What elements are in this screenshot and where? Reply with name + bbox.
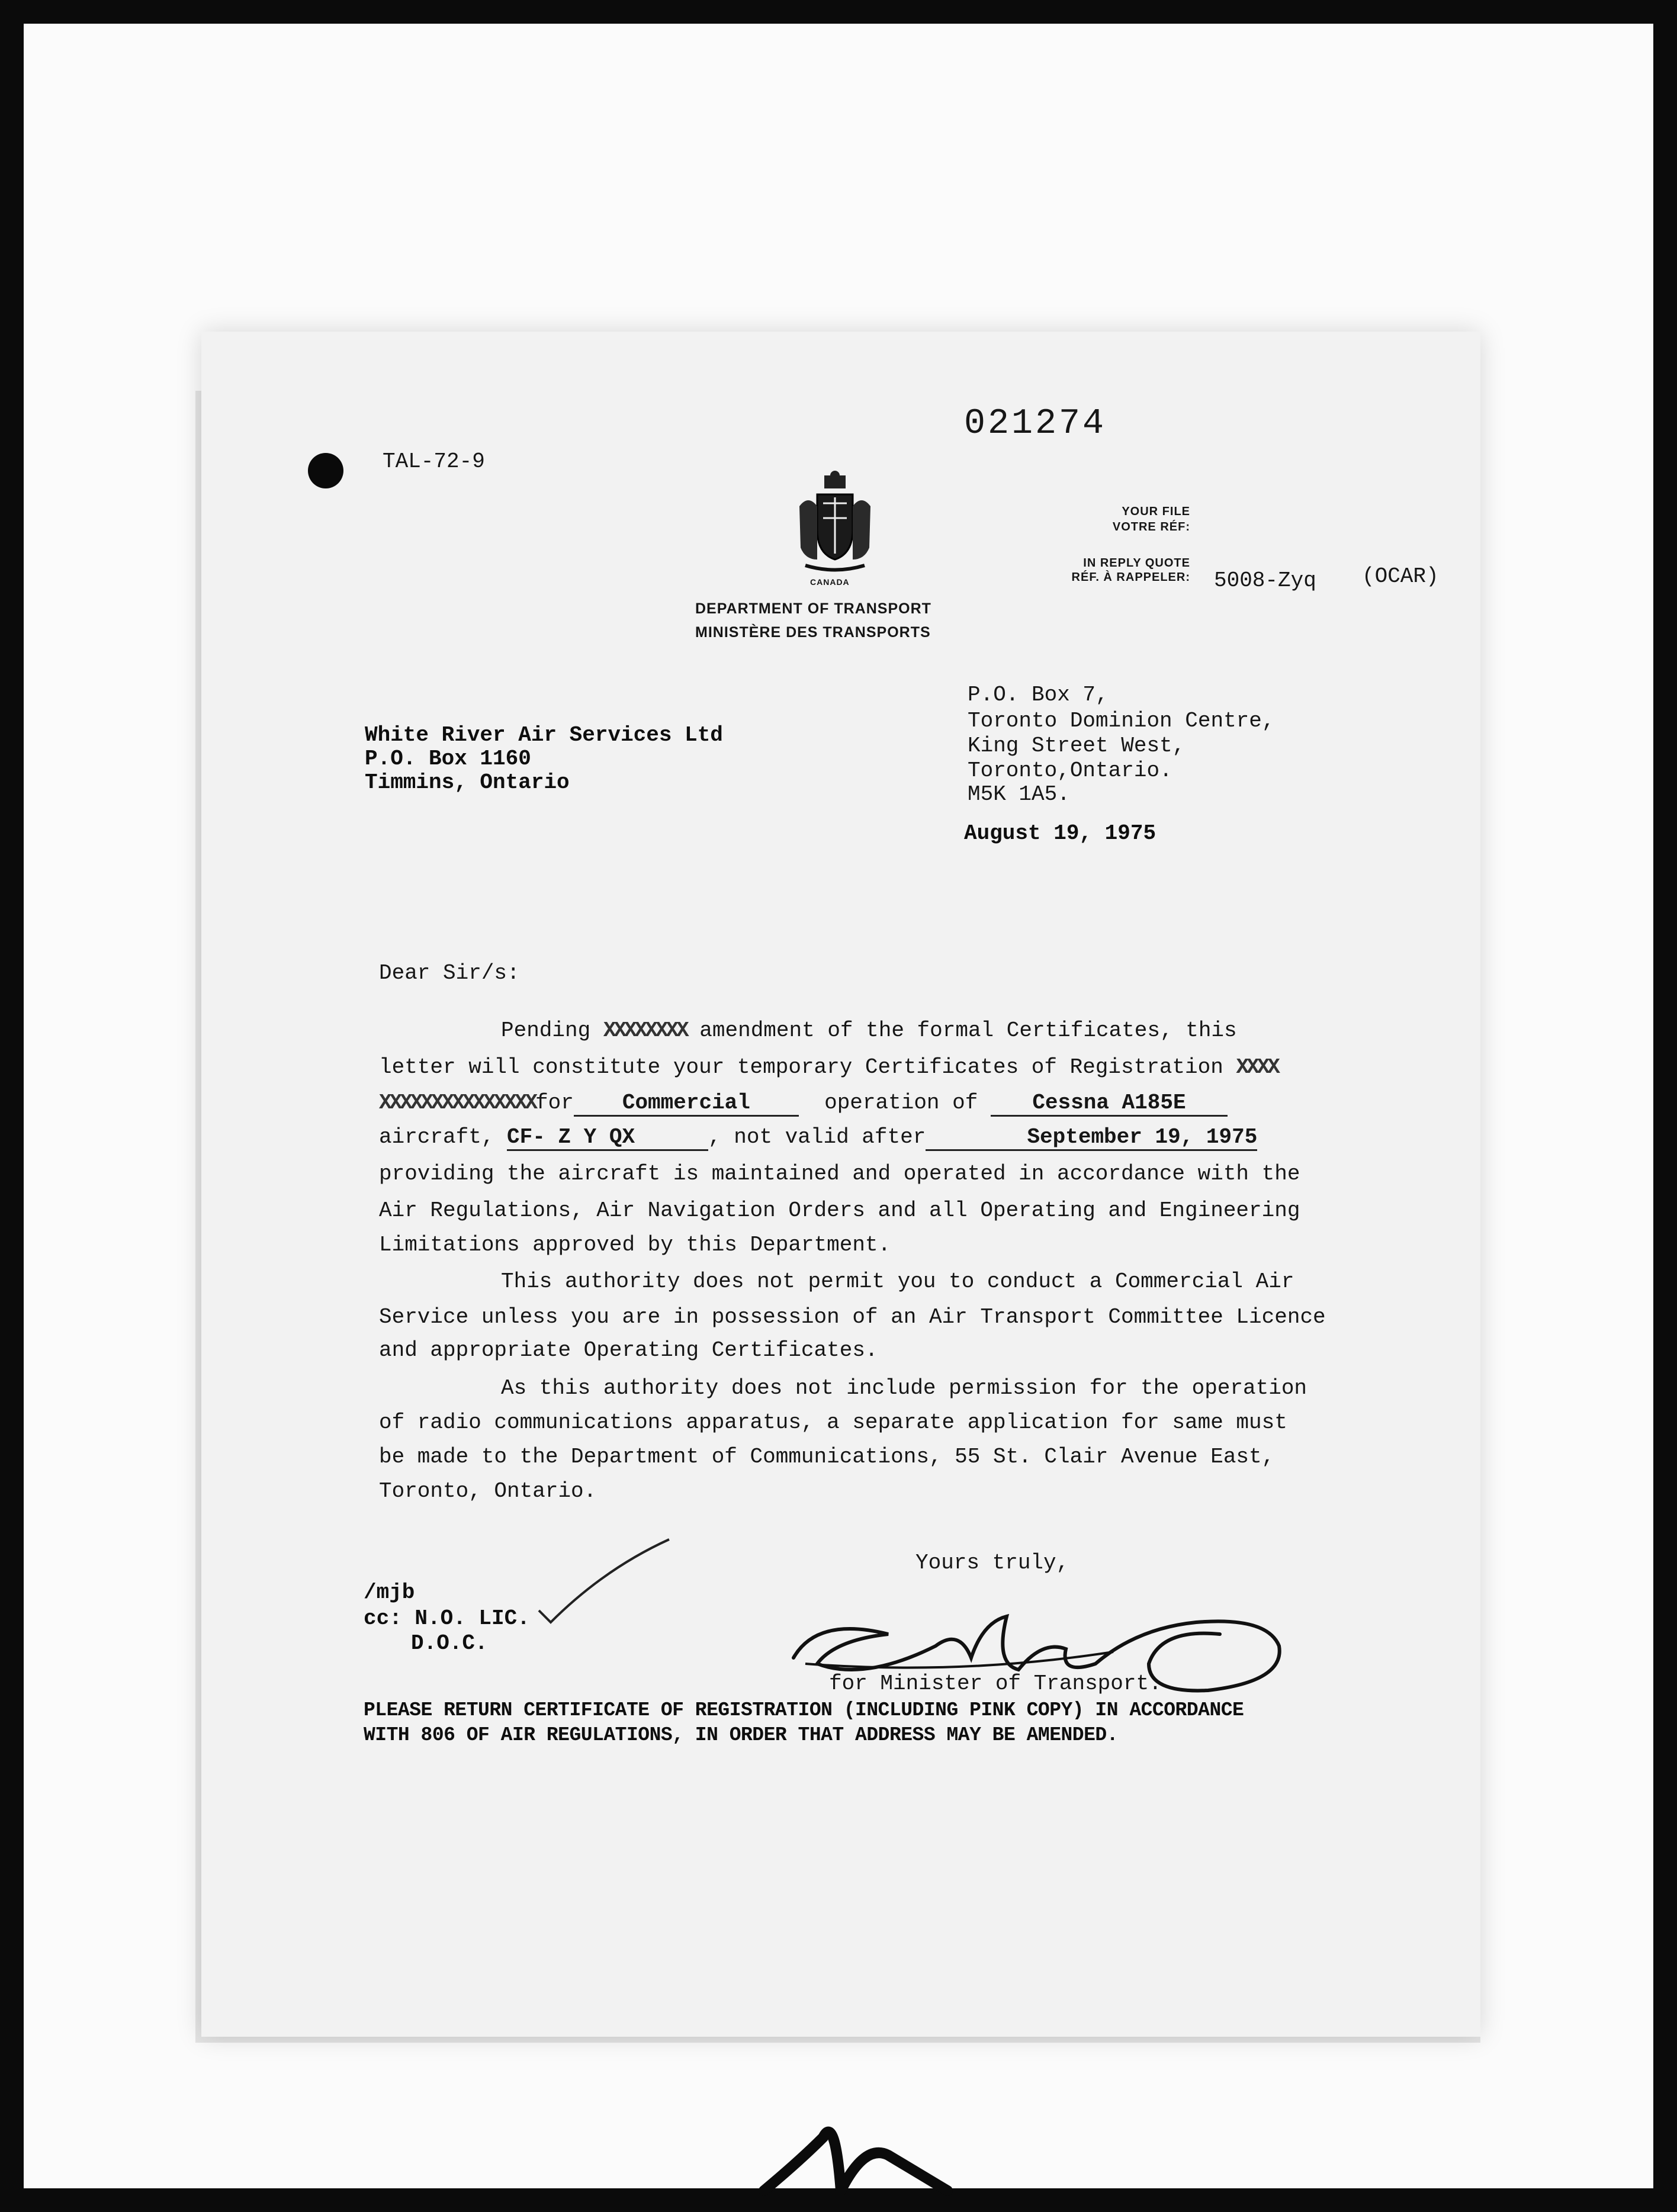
reply-reference: 5008-Zyq xyxy=(1214,568,1316,593)
aircraft-type-field: Cessna A185E xyxy=(991,1091,1228,1117)
ref-rappeler-label: RÉF. À RAPPELER: xyxy=(1071,571,1190,584)
recipient-line-1: White River Air Services Ltd xyxy=(365,723,723,747)
in-reply-label: IN REPLY QUOTE xyxy=(1083,557,1190,570)
scan-mark-icon xyxy=(752,2090,953,2197)
document-number: 021274 xyxy=(964,404,1107,444)
signature-line: for Minister of Transport. xyxy=(829,1671,1162,1696)
your-file-label: YOUR FILE xyxy=(1122,505,1190,518)
sender-address-1: P.O. Box 7, xyxy=(968,683,1109,707)
body-line-10: and appropriate Operating Certificates. xyxy=(379,1338,878,1362)
sender-address-2: Toronto Dominion Centre, xyxy=(968,709,1275,733)
check-mark-icon xyxy=(533,1533,675,1628)
body-line-2: letter will constitute your temporary Certificates of Registration XXXX xyxy=(379,1055,1278,1079)
recipient-line-3: Timmins, Ontario xyxy=(365,770,570,795)
file-code: TAL-72-9 xyxy=(383,449,485,474)
department-name-en: DEPARTMENT OF TRANSPORT xyxy=(695,600,931,617)
cc-line-2: D.O.C. xyxy=(411,1631,488,1655)
canada-label: CANADA xyxy=(810,577,850,587)
strikeout: XXXX xyxy=(1236,1055,1278,1079)
cc-line-1: cc: N.O. LIC. xyxy=(364,1606,530,1631)
body-line-9: Service unless you are in possession of an Air Transport Committee Licence xyxy=(379,1305,1326,1329)
body-line-5: providing the aircraft is maintained and operated in accordance with the xyxy=(379,1162,1300,1186)
valid-until-field: September 19, 1975 xyxy=(926,1125,1257,1151)
letter-date: August 19, 1975 xyxy=(964,821,1156,845)
body-line-7: Limitations approved by this Department. xyxy=(379,1233,891,1257)
notice-line-1: PLEASE RETURN CERTIFICATE OF REGISTRATION (INCLUDING PINK COPY) IN ACCORDANCE xyxy=(364,1699,1244,1721)
notice-line-2: WITH 806 OF AIR REGULATIONS, IN ORDER THAT ADDRESS MAY BE AMENDED. xyxy=(364,1724,1119,1746)
registration-field: CF- Z Y QX xyxy=(507,1125,708,1151)
votre-ref-label: VOTRE RÉF: xyxy=(1112,520,1190,533)
body-line-11: As this authority does not include permission for the operation xyxy=(501,1376,1307,1400)
canada-coat-of-arms-icon xyxy=(793,471,876,577)
punch-hole xyxy=(308,453,343,488)
body-line-14: Toronto, Ontario. xyxy=(379,1479,597,1503)
salutation: Dear Sir/s: xyxy=(379,961,520,985)
ocar-code: (OCAR) xyxy=(1362,564,1439,589)
body-line-12: of radio communications apparatus, a separate application for same must xyxy=(379,1410,1287,1435)
sender-address-5: M5K 1A5. xyxy=(968,782,1070,806)
body-line-3: XXXXXXXXXXXXXXXfor Commercial operation of Cessna A185E xyxy=(379,1091,1228,1117)
strikeout: XXXXXXXXXXXXXXX xyxy=(379,1091,536,1115)
department-name-fr: MINISTÈRE DES TRANSPORTS xyxy=(695,624,931,641)
body-line-1: Pending XXXXXXXX amendment of the formal Certificates, this xyxy=(501,1018,1237,1043)
recipient-line-2: P.O. Box 1160 xyxy=(365,747,531,771)
body-line-13: be made to the Department of Communications, 55 St. Clair Avenue East, xyxy=(379,1445,1275,1469)
body-line-4: aircraft, CF- Z Y QX , not valid after September 19, 1975 xyxy=(379,1125,1257,1151)
purpose-field: Commercial xyxy=(574,1091,799,1117)
body-line-6: Air Regulations, Air Navigation Orders and all Operating and Engineering xyxy=(379,1198,1300,1223)
body-line-8: This authority does not permit you to conduct a Commercial Air xyxy=(501,1269,1294,1294)
sender-address-4: Toronto,Ontario. xyxy=(968,758,1172,783)
closing: Yours truly, xyxy=(915,1551,1069,1575)
typist-initials: /mjb xyxy=(364,1580,415,1605)
sender-address-3: King Street West, xyxy=(968,734,1186,758)
strikeout: XXXXXXXX xyxy=(603,1018,687,1043)
